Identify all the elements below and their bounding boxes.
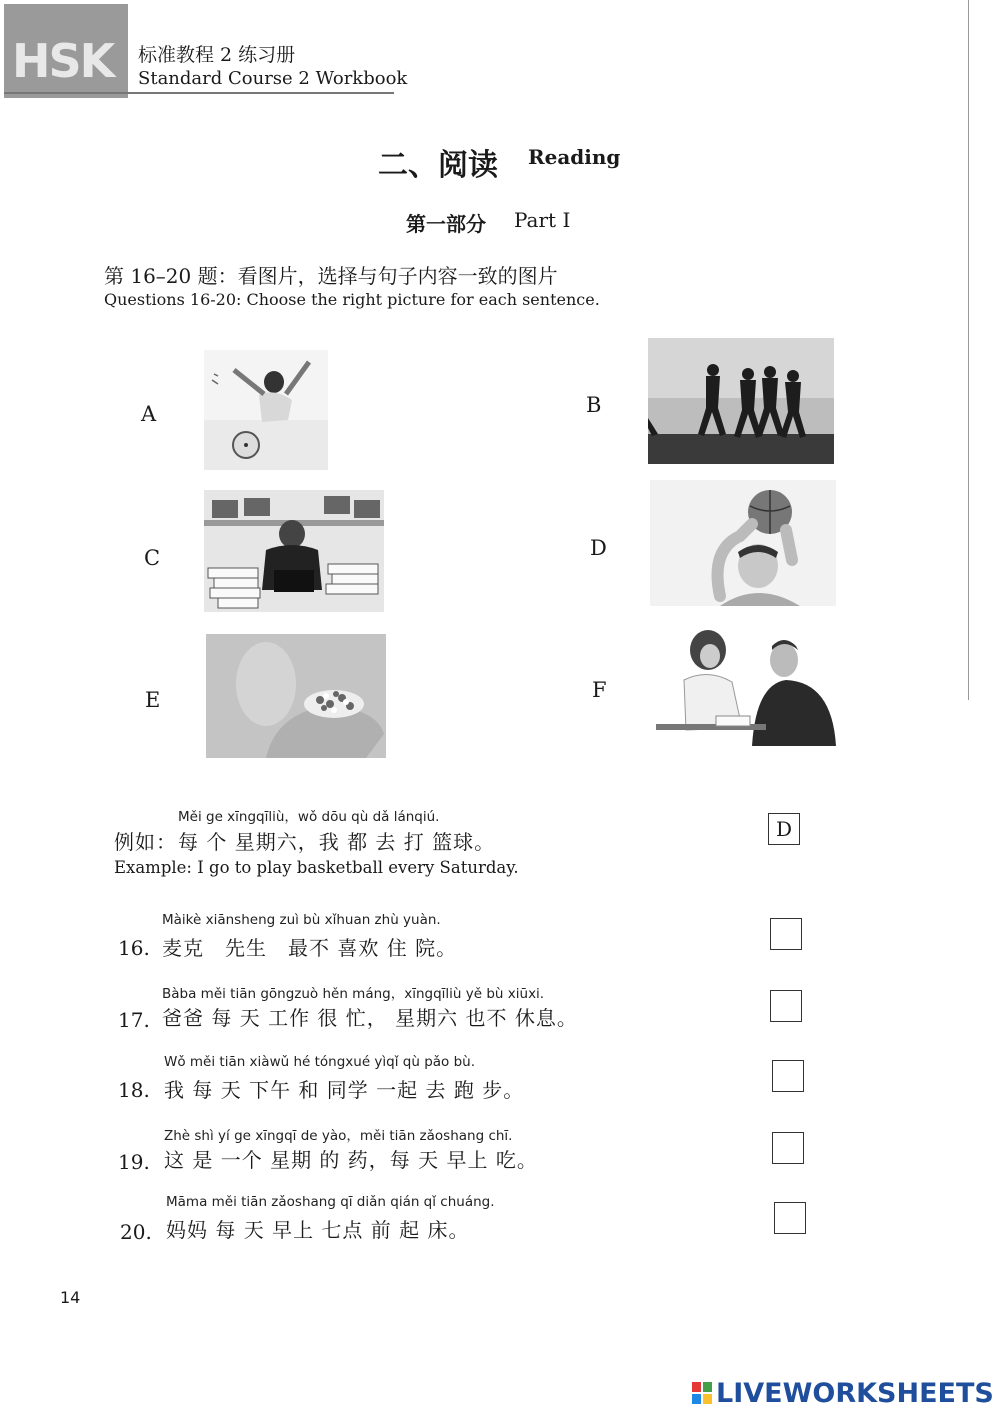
example-sentence: 每 个 星期六，我 都 去 打 篮球。 bbox=[178, 830, 496, 854]
question-20-pinyin: Māma měi tiān zǎoshang qī diǎn qián qǐ chuáng. bbox=[166, 1194, 495, 1210]
page-number: 14 bbox=[60, 1288, 81, 1307]
hsk-logo-text: HSK bbox=[12, 34, 114, 88]
instructions-cn: 第 16–20 题：看图片，选择与句子内容一致的图片 bbox=[104, 264, 558, 288]
question-17-pinyin: Bàba měi tiān gōngzuò hěn máng，xīngqīliù yě bù xiūxi. bbox=[162, 986, 545, 1002]
option-letter-c: C bbox=[144, 546, 161, 570]
picture-e-pills-in-hand bbox=[206, 634, 386, 758]
question-19-sentence: 这 是 一个 星期 的 药，每 天 早上 吃。 bbox=[164, 1148, 538, 1172]
section-title-cn: 二、阅读 bbox=[378, 148, 498, 183]
example-answer-box bbox=[768, 813, 800, 845]
question-16-pinyin: Màikè xiānsheng zuì bù xǐhuan zhù yuàn. bbox=[162, 912, 441, 928]
picture-d-basketball-player bbox=[650, 480, 836, 606]
option-letter-b: B bbox=[586, 393, 602, 417]
question-20-answer-box[interactable] bbox=[774, 1202, 806, 1234]
example-label: 例如： bbox=[114, 830, 177, 854]
book-title-en: Standard Course 2 Workbook bbox=[138, 68, 408, 89]
question-17-answer-box[interactable] bbox=[770, 990, 802, 1022]
question-18-number: 18. bbox=[118, 1078, 150, 1102]
picture-f-doctor-patient bbox=[656, 620, 840, 748]
header-rule bbox=[4, 92, 394, 94]
example-pinyin: Měi ge xīngqīliù，wǒ dōu qù dǎ lánqiú. bbox=[178, 809, 440, 825]
instructions-en: Questions 16-20: Choose the right picture for each sentence. bbox=[104, 290, 600, 309]
hsk-logo bbox=[4, 4, 128, 98]
picture-c-stressed-office-worker bbox=[204, 490, 384, 612]
question-19-answer-box[interactable] bbox=[772, 1132, 804, 1164]
question-20-sentence: 妈妈 每 天 早上 七点 前 起 床。 bbox=[166, 1218, 470, 1242]
part-title-en: Part Ⅰ bbox=[514, 208, 571, 232]
example-answer: D bbox=[775, 817, 793, 841]
question-18-pinyin: Wǒ měi tiān xiàwǔ hé tóngxué yìqǐ qù pǎo bù. bbox=[164, 1054, 476, 1070]
part-title-cn: 第一部分 bbox=[406, 212, 486, 236]
question-16-sentence: 麦克 先生 最不 喜欢 住 院。 bbox=[162, 936, 458, 960]
option-letter-e: E bbox=[145, 688, 161, 712]
option-letter-d: D bbox=[590, 536, 607, 560]
picture-b-runners bbox=[648, 338, 834, 464]
option-letter-a: A bbox=[141, 402, 157, 426]
liveworksheets-logo-icon bbox=[692, 1382, 712, 1404]
question-19-pinyin: Zhè shì yí ge xīngqī de yào，měi tiān zǎoshang chī. bbox=[164, 1128, 513, 1144]
example-translation: Example: I go to play basketball every Saturday. bbox=[114, 858, 519, 877]
picture-a-woman-waking bbox=[204, 350, 328, 470]
scan-edge-line bbox=[968, 0, 969, 700]
option-letter-f: F bbox=[592, 678, 607, 702]
book-title-cn: 标准教程 2 练习册 bbox=[138, 44, 296, 66]
liveworksheets-watermark[interactable]: LIVEWORKSHEETS bbox=[716, 1378, 994, 1409]
question-19-number: 19. bbox=[118, 1150, 150, 1174]
question-17-sentence: 爸爸 每 天 工作 很 忙， 星期六 也不 休息。 bbox=[162, 1006, 578, 1030]
question-16-number: 16. bbox=[118, 936, 150, 960]
question-17-number: 17. bbox=[118, 1008, 150, 1032]
question-20-number: 20. bbox=[120, 1220, 152, 1244]
question-18-answer-box[interactable] bbox=[772, 1060, 804, 1092]
question-18-sentence: 我 每 天 下午 和 同学 一起 去 跑 步。 bbox=[164, 1078, 525, 1102]
question-16-answer-box[interactable] bbox=[770, 918, 802, 950]
section-title-en: Reading bbox=[528, 145, 621, 169]
